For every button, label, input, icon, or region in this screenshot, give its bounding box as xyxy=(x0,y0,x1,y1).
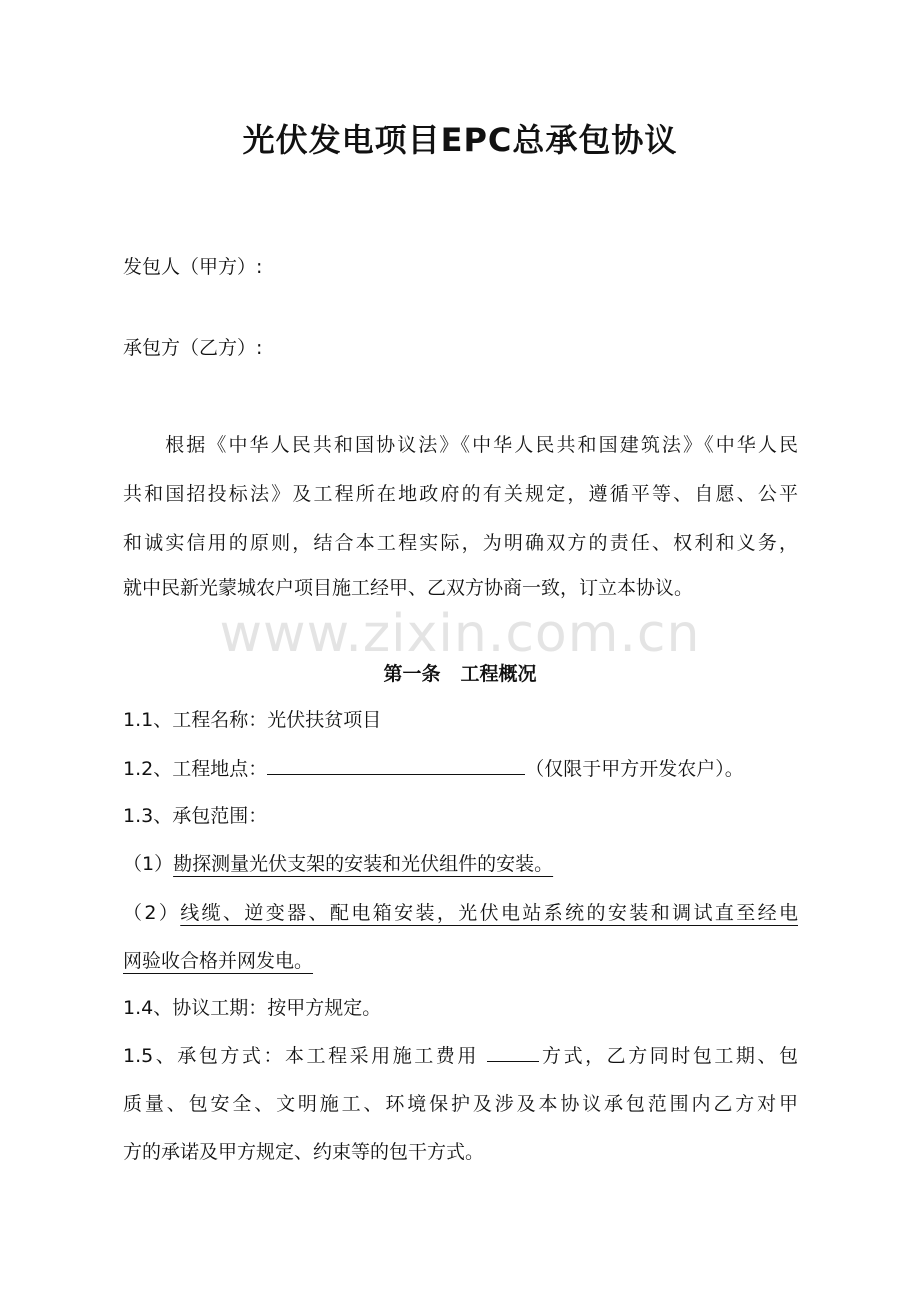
scope-item-text: 勘探测量光伏支架的安装和光伏组件的安装。 xyxy=(173,853,554,875)
article-name: 工程概况 xyxy=(460,663,537,685)
scope-item-2-cont xyxy=(123,948,313,974)
scope-item-prefix: （1） xyxy=(123,853,174,875)
location-label: 1.2、工程地点： xyxy=(123,758,268,780)
watermark: www.zixin.com.cn xyxy=(219,604,701,664)
scope-item-prefix: （2） xyxy=(123,902,181,924)
mode-suffix: 方式，乙方同时包工期、包 xyxy=(539,1045,798,1067)
scope-item-text: 网验收合格并网发电。 xyxy=(123,950,314,972)
party-a-label: 发包人（甲方）: xyxy=(123,256,263,278)
contract-mode xyxy=(123,1043,798,1069)
mode-prefix: 1.5、承包方式：本工程采用施工费用 xyxy=(123,1045,479,1067)
preamble-line: 就中民新光蒙城农户项目施工经甲、乙双方协商一致，订立本协议。 xyxy=(123,577,694,599)
project-name: 1.1、工程名称：光伏扶贫项目 xyxy=(123,709,382,731)
contract-period: 1.4、协议工期：按甲方规定。 xyxy=(123,997,382,1019)
mode-blank[interactable] xyxy=(487,1043,539,1062)
scope-item-2 xyxy=(123,900,798,926)
document-title: 光伏发电项目EPC总承包协议 xyxy=(242,121,678,159)
scope-item-1 xyxy=(123,851,553,877)
location-blank[interactable] xyxy=(267,756,525,775)
scope-item-text: 线缆、逆变器、配电箱安装，光伏电站系统的安装和调试直至经电 xyxy=(180,902,798,924)
contract-mode-line: 方的承诺及甲方规定、约束等的包干方式。 xyxy=(123,1141,485,1163)
preamble-line: 和诚实信用的原则，结合本工程实际，为明确双方的责任、权利和义务， xyxy=(123,532,798,554)
party-b-label: 承包方（乙方）: xyxy=(123,337,263,359)
location-note: （仅限于甲方开发农户）。 xyxy=(525,758,744,780)
scope-label: 1.3、承包范围： xyxy=(123,805,268,827)
preamble-line: 共和国招投标法》及工程所在地政府的有关规定，遵循平等、自愿、公平 xyxy=(123,483,798,505)
article-heading xyxy=(0,659,920,686)
article-number: 第一条 xyxy=(383,663,441,685)
contract-mode-line: 质量、包安全、文明施工、环境保护及涉及本协议承包范围内乙方对甲 xyxy=(123,1093,798,1115)
project-location xyxy=(123,756,744,782)
preamble-line: 根据《中华人民共和国协议法》《中华人民共和国建筑法》《中华人民 xyxy=(123,434,798,456)
